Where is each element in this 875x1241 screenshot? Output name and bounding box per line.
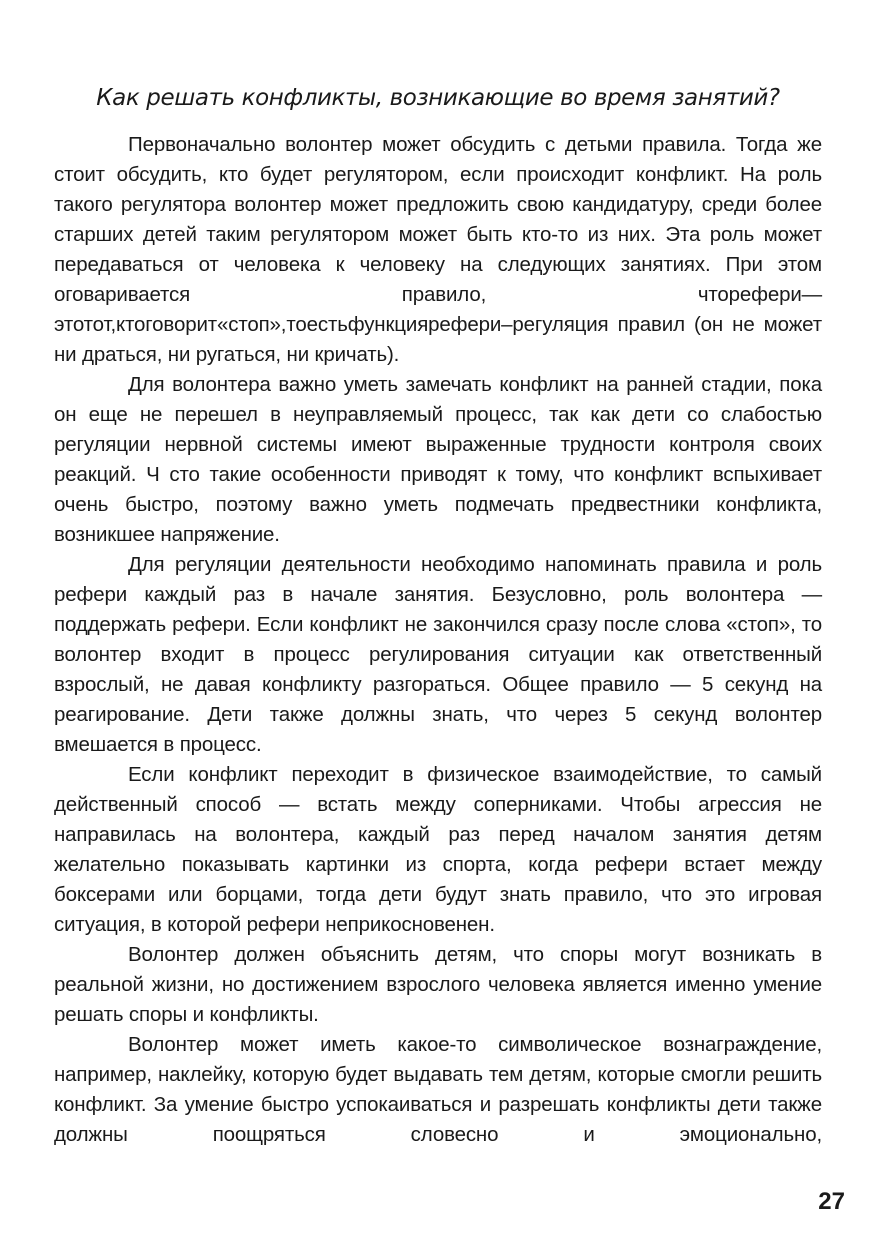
paragraph: Для регуляции деятельности необходимо напоминать правила и роль рефери каждый раз в начале занятия. Безусловно, роль волонтера — поддержать рефери. Если конфликт не закончился сразу после слова «стоп», то волонтер входит в процесс регулирования ситуации как ответственный взрослый, не давая конфликту разгораться. Общее правило — 5 секунд на реагирование. Дети также должны знать, что через 5 секунд волонтер вмешается в процесс. [54,553,822,756]
paragraph: Если конфликт переходит в физическое взаимодействие, то самый действенный способ — встать между соперниками. Чтобы агрессия не направилась на волонтера, каждый раз перед началом занятия детям желательно показывать картинки из спорта, когда рефери встает между боксерами или борцами, тогда дети будут знать правило, что это игровая ситуация, в которой рефери неприкосновенен. [54,763,822,936]
section-heading: Как решать конфликты, возникающие во время занятий? [96,85,780,111]
page-number: 27 [818,1188,845,1215]
page-content [54,82,822,1150]
paragraph: Для волонтера важно уметь замечать конфликт на ранней стадии, пока он еще не перешел в неуправляемый процесс, так как дети со слабостью регуляции нервной системы имеют выраженные трудности контроля своих реакций. Ч сто такие особенности приводят к тому, что конфликт вспыхивает очень быстро, поэтому важно уметь подмечать предвестники конфликта, возникшее напряжение. [54,373,822,546]
body-text [54,130,822,1150]
paragraph: Первоначально волонтер может обсудить с детьми правила. Тогда же стоит обсудить, кто будет регулятором, если происходит конфликт. На роль такого регулятора волонтер может предложить свою кандидатуру, среди более старших детей таким регулятором может быть кто-то из них. Эта роль может передаваться от человека к человеку на следующих занятиях. При этом оговаривается правило, чторефери—этотот,ктоговорит«стоп»,тоестьфункциярефери–регуляция правил (он не может ни драться, ни ругаться, ни кричать). [54,133,822,366]
paragraph: Волонтер должен объяснить детям, что споры могут возникать в реальной жизни, но достижением взрослого человека является именно умение решать споры и конфликты. [54,943,822,1026]
paragraph: Волонтер может иметь какое-то символическое вознаграждение, например, наклейку, которую будет выдавать тем детям, которые смогли решить конфликт. За умение быстро успокаиваться и разрешать конфликты дети также должны поощряться словесно и эмоционально, [54,1033,822,1146]
